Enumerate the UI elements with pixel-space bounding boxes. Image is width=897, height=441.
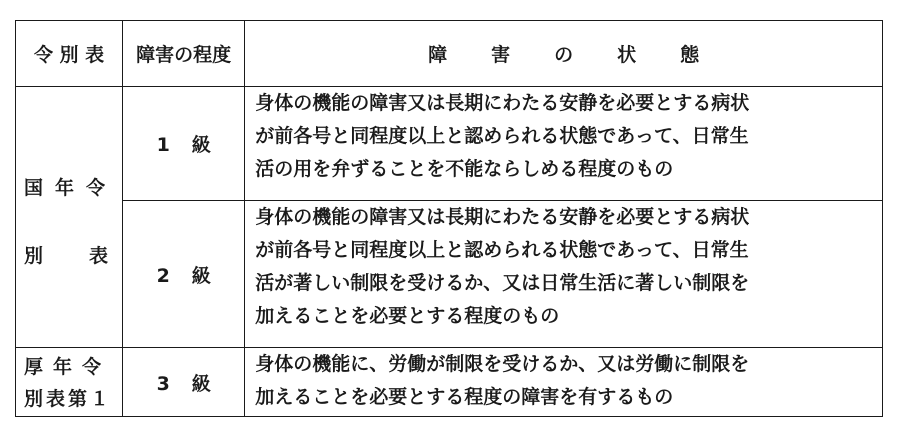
header-condition: 障害の状態 [245, 21, 883, 87]
condition-line: が前各号と同程度以上と認められる状態であって、日常生 [255, 239, 749, 261]
table-row [16, 201, 883, 348]
source-line: 国年令 [24, 177, 118, 199]
header-source: 令 別 表 [16, 21, 123, 87]
source-cell-kokunen [16, 87, 155, 348]
source-line: 別表第１ [24, 388, 113, 410]
condition-line: 身体の機能の障害又は長期にわたる安静を必要とする病状 [255, 206, 750, 228]
table-row [16, 348, 883, 417]
condition-cell [245, 348, 883, 417]
source-cell-kounen [16, 348, 123, 417]
header-row [16, 21, 883, 87]
condition-line: 活の用を弁ずることを不能ならしめる程度のもの [255, 158, 674, 180]
condition-cell [245, 201, 883, 348]
condition-line: 活が著しい制限を受けるか、又は日常生活に著しい制限を [255, 272, 750, 294]
grade-cell: 3級 [123, 348, 245, 417]
header-degree: 障害の程度 [123, 21, 245, 87]
condition-cell [245, 87, 883, 201]
table-row [16, 87, 883, 201]
grade-cell: 2級 [123, 201, 245, 348]
condition-line: 身体の機能の障害又は長期にわたる安静を必要とする病状 [255, 92, 750, 114]
source-line: 厚年令 [24, 356, 112, 378]
condition-line: 加えることを必要とする程度の障害を有するもの [255, 386, 674, 408]
disability-grade-table [15, 20, 883, 417]
condition-line: が前各号と同程度以上と認められる状態であって、日常生 [255, 125, 749, 147]
source-line: 別表 [24, 245, 155, 267]
condition-line: 加えることを必要とする程度のもの [255, 305, 560, 327]
grade-cell: 1級 [123, 87, 245, 201]
condition-line: 身体の機能に、労働が制限を受けるか、又は労働に制限を [255, 353, 750, 375]
